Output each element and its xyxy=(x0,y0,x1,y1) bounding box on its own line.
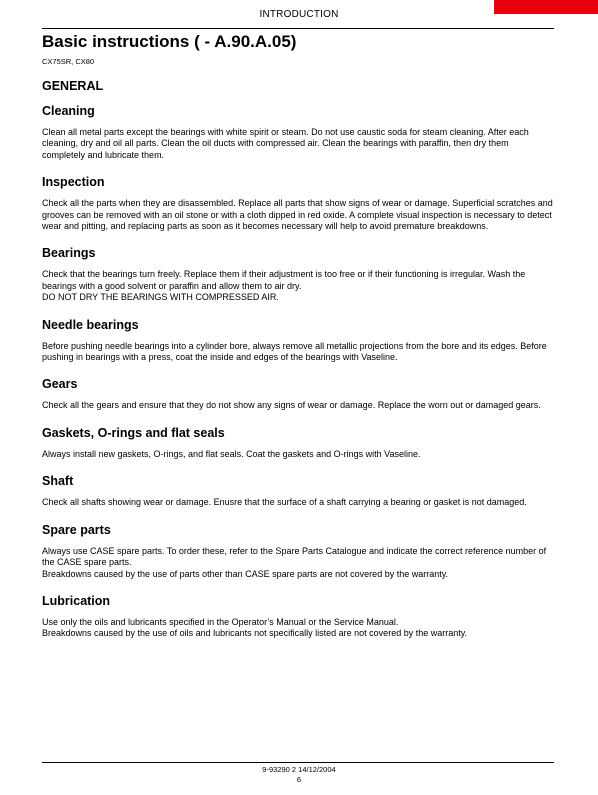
page-title: Basic instructions ( - A.90.A.05) xyxy=(42,32,297,51)
section-paragraph: Breakdowns caused by the use of parts other than CASE spare parts are not covered by the warranty. xyxy=(42,568,449,579)
page-content xyxy=(42,32,554,640)
section-paragraph: DO NOT DRY THE BEARINGS WITH COMPRESSED AIR. xyxy=(42,292,279,303)
chapter-tab-marker xyxy=(494,0,598,14)
section-lubrication xyxy=(42,594,554,640)
section-spare-parts xyxy=(42,523,554,580)
section-paragraph: Before pushing needle bearings into a cylinder bore, always remove all metallic projections from the bore and its edges. Before pushing in bearings with a press, coat the inside and edges of the bearings with Vaseline. xyxy=(42,340,547,363)
section-gaskets-o-rings-and-flat-seals xyxy=(42,426,554,460)
section-heading: Spare parts xyxy=(42,522,111,537)
section-body xyxy=(42,198,554,232)
section-paragraph: Check all shafts showing wear or damage. Enusre that the surface of a shaft carrying a bearing or gasket is not damaged. xyxy=(42,497,527,508)
section-heading: Gaskets, O-rings and flat seals xyxy=(42,425,225,440)
section-body xyxy=(42,400,554,411)
section-needle-bearings xyxy=(42,318,554,364)
section-heading: Lubrication xyxy=(42,593,111,608)
section-body xyxy=(42,269,554,303)
section-body xyxy=(42,449,554,460)
page-footer xyxy=(0,765,598,785)
section-cleaning xyxy=(42,104,554,161)
section-heading: Inspection xyxy=(42,175,105,190)
section-body xyxy=(42,617,554,640)
header-rule xyxy=(42,28,554,29)
section-paragraph: Check that the bearings turn freely. Replace them if their adjustment is too free or if their functioning is irregular. Wash the bearings with a good solvent or paraffin and allow them to air dry. xyxy=(42,269,526,291)
model-list: CX75SR, CX80 xyxy=(42,57,95,66)
section-body xyxy=(42,497,554,508)
sections-container xyxy=(42,104,554,640)
general-heading: GENERAL xyxy=(42,79,104,93)
running-header: INTRODUCTION xyxy=(259,9,339,20)
section-paragraph: Check all the gears and ensure that they do not show any signs of wear or damage. Replace the worn out or damaged gears. xyxy=(42,400,541,411)
page-number: 6 xyxy=(296,775,302,784)
section-paragraph: Always use CASE spare parts. To order these, refer to the Spare Parts Catalogue and indicate the correct reference number of the CASE spare parts. xyxy=(42,545,547,568)
section-shaft xyxy=(42,474,554,508)
section-body xyxy=(42,546,554,580)
section-body xyxy=(42,127,554,161)
section-bearings xyxy=(42,246,554,303)
section-paragraph: Clean all metal parts except the bearings with white spirit or steam. Do not use caustic soda for steam cleaning. After each cleaning, dry and oil all parts. Clean the oil ducts with compressed air. Clean the bearings with paraffin, then dry them completely and lubricate them. xyxy=(42,127,529,160)
section-heading: Bearings xyxy=(42,246,96,261)
section-paragraph: Always install new gaskets, O-rings, and flat seals. Coat the gaskets and O-rings with Vaseline. xyxy=(42,448,421,459)
section-inspection xyxy=(42,175,554,232)
section-paragraph: Breakdowns caused by the use of oils and lubricants not specifically listed are not covered by the warranty. xyxy=(42,628,468,639)
section-heading: Shaft xyxy=(42,474,74,489)
section-heading: Needle bearings xyxy=(42,317,139,332)
section-body xyxy=(42,341,554,364)
section-gears xyxy=(42,377,554,411)
section-paragraph: Check all the parts when they are disassembled. Replace all parts that show signs of wear or damage. Superficial scratches and grooves can be removed with an oil stone or with a cloth dipped in red oxide. A complete visual inspection is necessary to detect wear and pitting, and replacing parts as soon as it becomes necessary will help to avoid premature breakdowns. xyxy=(42,198,553,232)
section-heading: Gears xyxy=(42,377,78,392)
section-heading: Cleaning xyxy=(42,104,95,118)
document-reference: 9-93290 2 14/12/2004 xyxy=(262,765,336,774)
footer-rule xyxy=(42,762,554,763)
section-paragraph: Use only the oils and lubricants specified in the Operator’s Manual or the Service Manual. xyxy=(42,616,399,627)
